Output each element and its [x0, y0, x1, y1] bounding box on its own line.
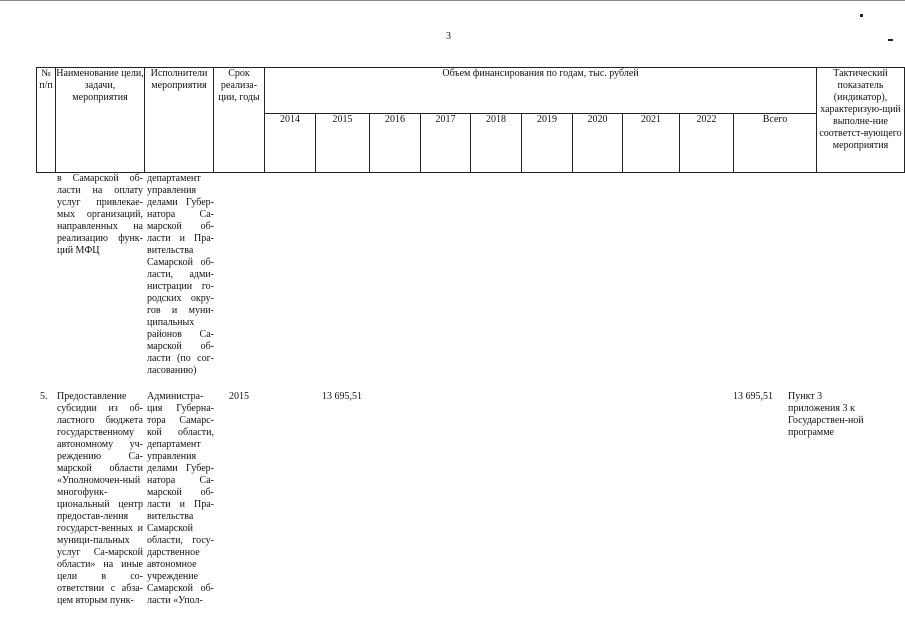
- continuation-executors: департамент управления делами Губер-натора Са-марской об-ласти и Пра-вительства Самарской об-ласти, адми-нистрации го-родских окру-гов и муни-ципальных районов Са-марской об-ласти (по сог-ласованию): [147, 173, 214, 376]
- header-year-2020: 2020: [573, 114, 623, 173]
- page-top-rule: [0, 0, 905, 1]
- header-term: Срок реализа-ции, годы: [214, 68, 265, 173]
- header-year-2021: 2021: [623, 114, 680, 173]
- header-year-total: Всего: [734, 114, 817, 173]
- row5-executors: Администра-ция Губерна-тора Самарс-кой области, департамент управления делами Губер-натора Са-марской об-ласти и Пра-вительства Самарской области, госу-дарственное автономное учреждение Самарской об-ласти «Упол-: [147, 391, 214, 606]
- header-executors: Исполнители мероприятия: [145, 68, 214, 173]
- header-indicator: Тактический показатель (индикатор), характеризую-щий выполне-ние соответст-вующего мероприятия: [817, 68, 905, 173]
- header-year-2017: 2017: [421, 114, 471, 173]
- header-year-2022: 2022: [680, 114, 734, 173]
- page-number: 3: [446, 31, 451, 42]
- header-row-number: № п/п: [37, 68, 56, 173]
- scan-speck: [888, 39, 893, 41]
- header-year-2016: 2016: [370, 114, 421, 173]
- row5-total: 13 695,51: [733, 391, 773, 402]
- row5-number: 5.: [40, 391, 48, 402]
- continuation-name: в Самарской об-ласти на оплату услуг привлекае-мых организаций, направленных на реализацию функ-ций МФЦ: [57, 173, 143, 256]
- row5-value-2015: 13 695,51: [322, 391, 362, 402]
- header-year-2014: 2014: [265, 114, 316, 173]
- header-year-2019: 2019: [522, 114, 573, 173]
- scan-speck: [860, 14, 863, 17]
- header-funding: Объем финансирования по годам, тыс. рублей: [265, 68, 817, 114]
- funding-table-header: [36, 67, 905, 173]
- header-year-2018: 2018: [471, 114, 522, 173]
- row5-term: 2015: [229, 391, 249, 402]
- row5-indicator: Пункт 3 приложения 3 к Государствен-ной программе: [788, 391, 864, 438]
- row5-name: Предоставление субсидии из об-ластного бюджета государственному автономному уч-реждению Са-марской области «Уполномочен-ный многофунк-циональный центр предостав-ления государст-венных и муници-пальных услуг Са-марской области» на иные цели в со-ответствии с абза-цем вторым пунк-: [57, 391, 143, 606]
- header-year-2015: 2015: [316, 114, 370, 173]
- header-name: Наименование цели, задачи, мероприятия: [56, 68, 145, 173]
